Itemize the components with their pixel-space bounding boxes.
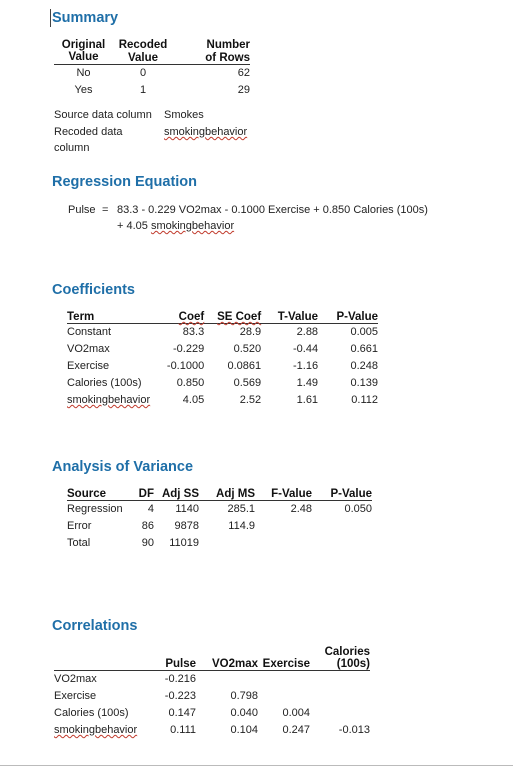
corr-cell xyxy=(196,671,258,688)
anova-p xyxy=(312,535,372,552)
regression-heading: Regression Equation xyxy=(52,174,198,190)
anova-df: 90 xyxy=(141,537,154,549)
coef-t: 2.88 xyxy=(296,326,319,339)
anova-p xyxy=(312,518,372,535)
coef-p: 0.661 xyxy=(350,343,378,355)
anova-col-ss: Adj SS xyxy=(161,488,199,500)
table-row xyxy=(67,501,372,518)
coef-col-term: Term xyxy=(67,311,95,323)
table-row xyxy=(67,375,378,392)
correlations-heading: Correlations xyxy=(52,618,138,634)
anova-table xyxy=(67,488,372,552)
corr-row-name: Exercise xyxy=(54,690,97,702)
summary-col-recoded: Recoded xyxy=(118,39,168,51)
summary-orig: No xyxy=(76,67,91,80)
source-column-label: Source data column xyxy=(54,109,152,121)
summary-n: 29 xyxy=(237,84,250,96)
corr-cell xyxy=(310,705,370,722)
table-row xyxy=(67,518,372,535)
anova-f: 2.48 xyxy=(290,503,312,516)
corr-row-name: Calories (100s) xyxy=(54,707,129,719)
anova-header-row xyxy=(67,488,372,501)
coef-value: 4.05 xyxy=(182,394,205,406)
anova-col-f: F-Value xyxy=(271,488,312,500)
coef-se: 2.52 xyxy=(239,394,262,406)
coef-col-se xyxy=(204,311,261,324)
corr-cell: -0.223 xyxy=(164,690,196,702)
anova-source: Error xyxy=(67,520,92,532)
anova-col-p: P-Value xyxy=(330,488,372,500)
coef-term: Exercise xyxy=(67,360,110,372)
coef-p: 0.248 xyxy=(350,360,378,372)
summary-col-number-2: of Rows xyxy=(205,51,250,64)
coef-p: 0.139 xyxy=(350,377,378,389)
correlations-header-row-1 xyxy=(54,646,370,658)
regression-equals: = xyxy=(102,204,109,216)
coef-p: 0.112 xyxy=(351,394,378,406)
summary-col-number: Number xyxy=(206,39,250,51)
corr-cell: -0.216 xyxy=(164,673,196,686)
coef-col-coef: Coef xyxy=(178,311,205,323)
coef-t: 1.61 xyxy=(296,394,319,406)
coef-col-t: T-Value xyxy=(277,311,319,323)
coef-value: -0.1000 xyxy=(166,360,205,372)
summary-heading: Summary xyxy=(52,10,119,26)
coef-se: 0.0861 xyxy=(227,360,262,372)
coef-value: 83.3 xyxy=(182,326,205,339)
anova-ss: 9878 xyxy=(174,520,199,532)
summary-rec: 0 xyxy=(139,67,147,80)
table-row xyxy=(54,65,250,82)
corr-row-name: VO2max xyxy=(54,673,97,686)
coef-t: -0.44 xyxy=(292,343,319,355)
anova-ms: 114.9 xyxy=(228,520,255,532)
text-cursor xyxy=(50,9,51,27)
page-bottom-divider xyxy=(0,765,513,766)
regression-equation-line-1: 83.3 - 0.229 VO2max - 0.1000 Exercise + 0.850 Calories (100s) xyxy=(117,204,428,216)
corr-row-name: smokingbehavior xyxy=(54,724,138,736)
corr-cell: 0.104 xyxy=(230,724,258,736)
recoded-column-label: Recoded data xyxy=(54,126,123,138)
coef-term: smokingbehavior xyxy=(67,394,151,406)
summary-n: 62 xyxy=(237,67,250,80)
coef-p: 0.005 xyxy=(350,326,378,339)
coef-col-se-text: SE Coef xyxy=(217,311,262,323)
coef-t: -1.16 xyxy=(292,360,319,372)
anova-p: 0.050 xyxy=(344,503,372,516)
table-row xyxy=(54,82,250,99)
anova-ms: 285.1 xyxy=(227,503,255,516)
corr-col-calories: Calories xyxy=(324,646,370,658)
coefficients-header-row xyxy=(67,311,378,324)
corr-cell xyxy=(258,688,310,705)
table-row xyxy=(67,358,378,375)
coef-se: 28.9 xyxy=(239,326,262,339)
corr-col-exercise: Exercise xyxy=(262,658,310,670)
summary-table xyxy=(54,39,250,99)
corr-cell: 0.798 xyxy=(230,690,258,702)
coefficients-table xyxy=(67,311,378,409)
anova-col-df: DF xyxy=(138,488,154,500)
anova-ms xyxy=(199,535,255,552)
anova-df: 86 xyxy=(141,520,154,532)
coef-term: VO2max xyxy=(67,343,110,355)
corr-col-pulse: Pulse xyxy=(165,658,196,670)
table-row xyxy=(54,688,370,705)
corr-cell: 0.040 xyxy=(230,707,258,719)
anova-f xyxy=(255,518,312,535)
anova-col-source: Source xyxy=(67,488,106,500)
summary-orig: Yes xyxy=(74,84,93,96)
summary-header-row-2 xyxy=(54,51,250,65)
anova-heading: Analysis of Variance xyxy=(52,459,194,475)
summary-col-original-2: Value xyxy=(68,51,99,63)
anova-col-ms: Adj MS xyxy=(216,488,255,500)
summary-col-recoded-2: Value xyxy=(127,51,159,64)
correlations-table xyxy=(54,646,370,739)
corr-cell: 0.004 xyxy=(282,707,310,719)
summary-col-original: Original xyxy=(61,39,106,51)
coefficients-heading: Coefficients xyxy=(52,282,135,298)
anova-source: Total xyxy=(67,537,91,549)
corr-cell xyxy=(310,671,370,688)
regression-line2-term: smokingbehavior xyxy=(150,220,235,232)
corr-cell: 0.147 xyxy=(168,707,196,719)
corr-cell: -0.013 xyxy=(338,724,370,736)
regression-equation-line-2 xyxy=(117,220,234,232)
table-row xyxy=(54,705,370,722)
corr-col-100s: (100s) xyxy=(336,658,370,670)
table-row xyxy=(67,341,378,358)
anova-ss: 1140 xyxy=(175,503,199,516)
correlations-header-row-2 xyxy=(54,658,370,671)
source-column-value: Smokes xyxy=(164,109,204,121)
coef-value: -0.229 xyxy=(173,343,205,355)
recoded-column-value: smokingbehavior xyxy=(164,126,248,138)
anova-f xyxy=(255,535,312,552)
coef-value: 0.850 xyxy=(176,377,205,389)
table-row xyxy=(67,392,378,409)
coef-term: Constant xyxy=(67,326,112,339)
table-row xyxy=(67,324,378,341)
corr-cell xyxy=(310,688,370,705)
corr-col-vo2max: VO2max xyxy=(211,658,258,670)
table-row xyxy=(67,535,372,552)
coef-se: 0.520 xyxy=(233,343,262,355)
anova-df: 4 xyxy=(147,503,154,516)
table-row xyxy=(54,671,370,688)
coef-se: 0.569 xyxy=(233,377,262,389)
summary-header-row-1 xyxy=(54,39,250,51)
recoded-column-label-2: column xyxy=(54,142,90,154)
corr-cell xyxy=(258,671,310,688)
corr-cell: 0.111 xyxy=(170,724,196,736)
coef-col-p: P-Value xyxy=(336,311,378,323)
regression-response: Pulse xyxy=(68,204,96,216)
coef-term: Calories (100s) xyxy=(67,377,142,389)
anova-source: Regression xyxy=(67,503,123,516)
coef-t: 1.49 xyxy=(296,377,319,389)
table-row xyxy=(54,722,370,739)
summary-rec: 1 xyxy=(139,84,147,96)
corr-cell: 0.247 xyxy=(282,724,310,736)
anova-ss: 11019 xyxy=(169,537,199,549)
regression-line2-prefix: + 4.05 xyxy=(117,220,148,232)
